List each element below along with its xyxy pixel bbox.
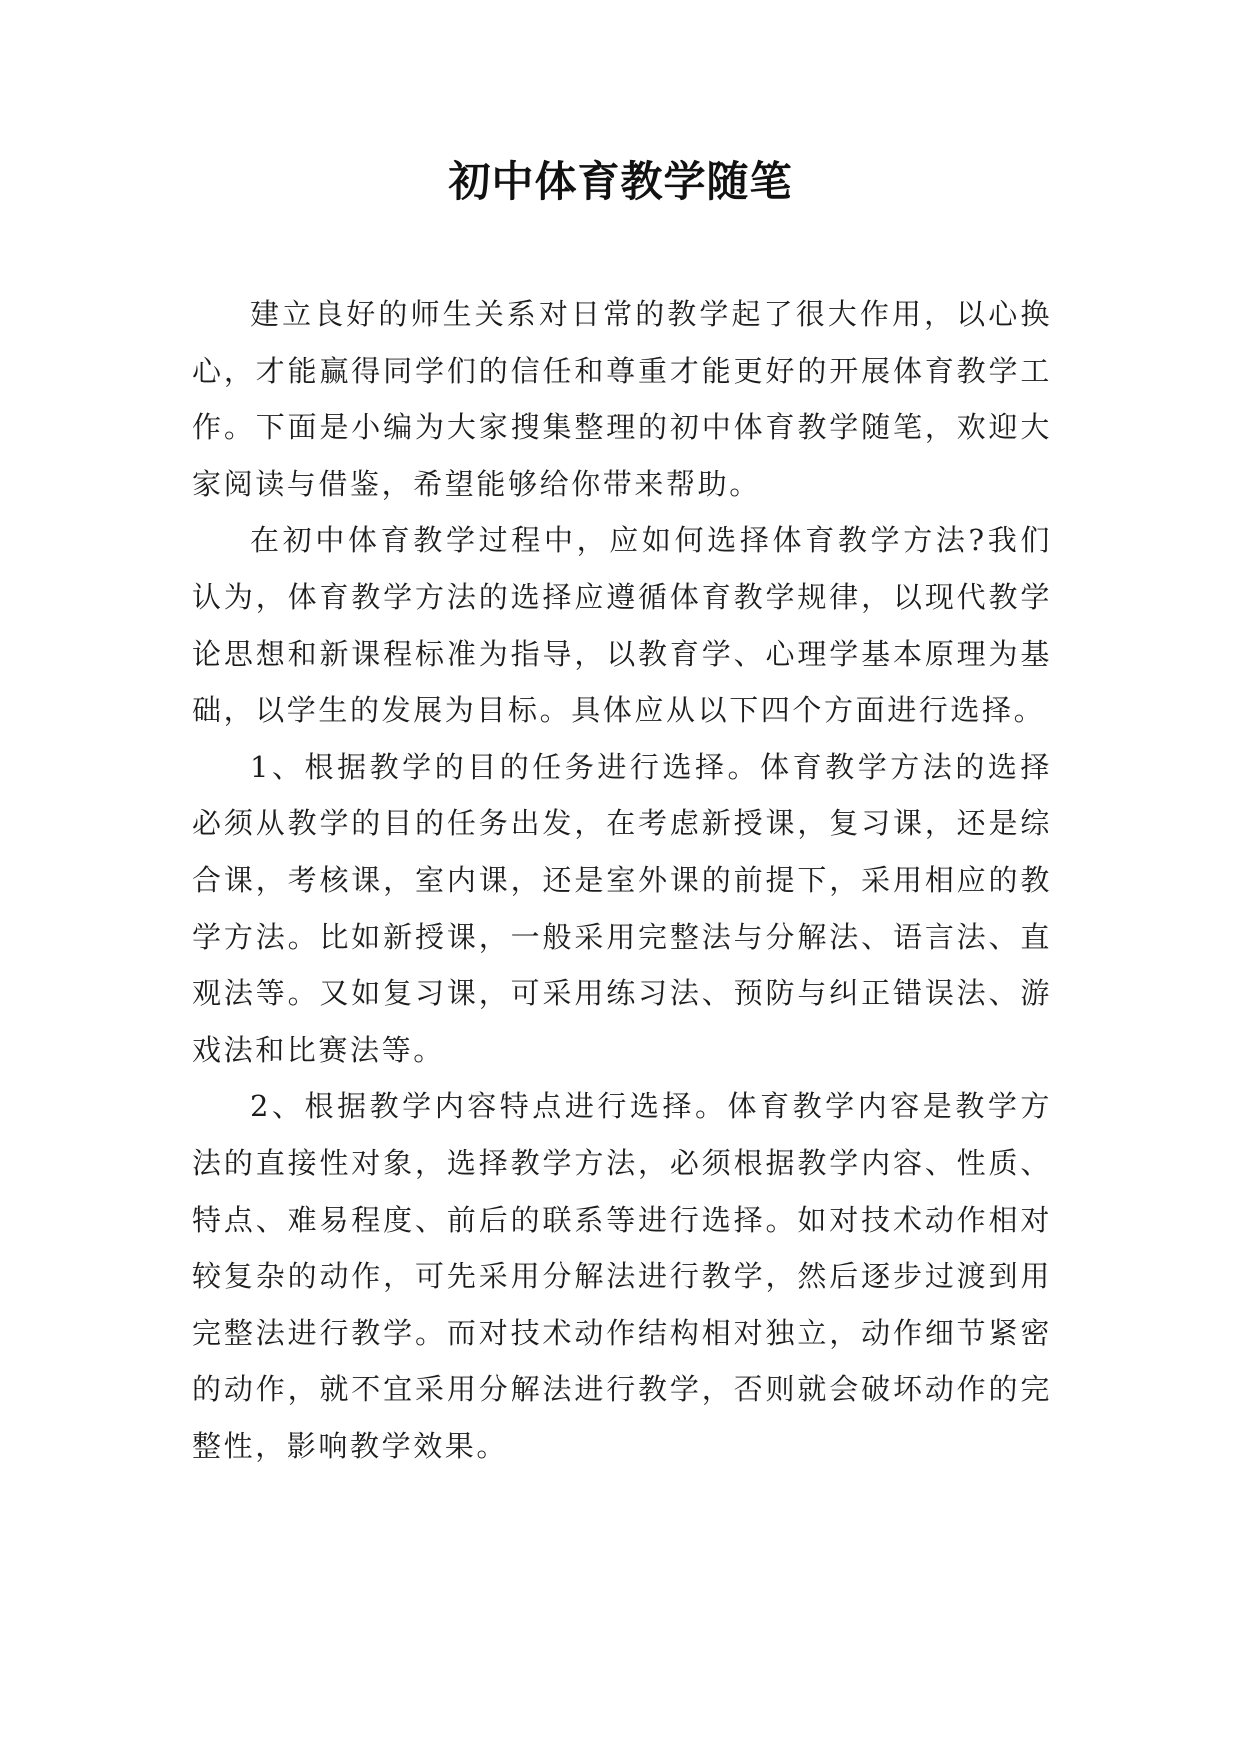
document-title: 初中体育教学随笔: [448, 157, 793, 206]
paragraph-intro: 建立良好的师生关系对日常的教学起了很大作用，以心换心，才能赢得同学们的信任和尊重才能更好的开展体育教学工作。下面是小编为大家搜集整理的初中体育教学随笔，欢迎大家阅读与借鉴，希望能够给你带来帮助。: [192, 297, 1052, 501]
paragraph-point-2: 2、根据教学内容特点进行选择。体育教学内容是教学方法的直接性对象，选择教学方法，必须根据教学内容、性质、特点、难易程度、前后的联系等进行选择。如对技术动作相对较复杂的动作，可先采用分解法进行教学，然后逐步过渡到用完整法进行教学。而对技术动作结构相对独立，动作细节紧密的动作，就不宜采用分解法进行教学，否则就会破坏动作的完整性，影响教学效果。: [192, 1089, 1052, 1463]
paragraph-point-1: 1、根据教学的目的任务进行选择。体育教学方法的选择必须从教学的目的任务出发，在考虑新授课，复习课，还是综合课，考核课，室内课，还是室外课的前提下，采用相应的教学方法。比如新授课，一般采用完整法与分解法、语言法、直观法等。又如复习课，可采用练习法、预防与纠正错误法、游戏法和比赛法等。: [192, 749, 1052, 1067]
paragraph-method-selection: 在初中体育教学过程中，应如何选择体育教学方法?我们认为，体育教学方法的选择应遵循体育教学规律，以现代教学论思想和新课程标准为指导，以教育学、心理学基本原理为基础，以学生的发展为目标。具体应从以下四个方面进行选择。: [192, 523, 1052, 728]
document-body: [192, 286, 1052, 1474]
